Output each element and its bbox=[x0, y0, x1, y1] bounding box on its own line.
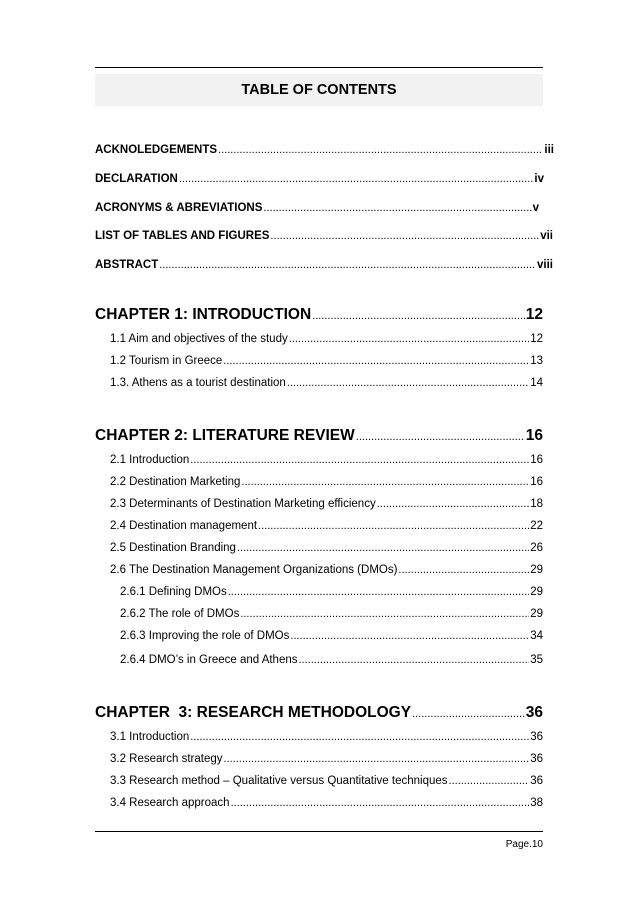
toc-section-label: 2.6.2 The role of DMOs bbox=[120, 608, 240, 620]
toc-section-2-6-2[interactable] bbox=[120, 608, 543, 620]
dot-leader bbox=[398, 564, 529, 576]
title-band bbox=[95, 74, 543, 106]
toc-entry-declaration[interactable] bbox=[95, 173, 544, 185]
toc-section-page: 34 bbox=[530, 630, 543, 642]
toc-section-label: 1.2 Tourism in Greece bbox=[110, 355, 223, 367]
dot-leader bbox=[270, 230, 539, 242]
toc-section-3-2[interactable] bbox=[110, 753, 543, 765]
toc-section-page: 29 bbox=[530, 586, 543, 598]
dot-leader bbox=[412, 708, 525, 720]
toc-chapter-label: CHAPTER 1: INTRODUCTION bbox=[95, 306, 312, 323]
dot-leader bbox=[224, 753, 530, 765]
toc-section-2-6[interactable] bbox=[110, 564, 543, 576]
toc-section-page: 16 bbox=[530, 454, 543, 466]
toc-entry-list-of-tables[interactable] bbox=[95, 230, 553, 242]
dot-leader bbox=[241, 476, 529, 488]
toc-section-label: 2.3 Determinants of Destination Marketing efficiency bbox=[110, 498, 376, 510]
toc-section-page: 36 bbox=[530, 775, 543, 787]
dot-leader bbox=[240, 608, 529, 620]
dot-leader bbox=[228, 586, 529, 598]
toc-entry-label: LIST OF TABLES AND FIGURES bbox=[95, 230, 270, 242]
toc-section-label: 2.6.4 DMO’s in Greece and Athens bbox=[120, 654, 298, 666]
dot-leader bbox=[449, 775, 530, 787]
dot-leader bbox=[237, 542, 529, 554]
toc-chapter-page: 36 bbox=[525, 704, 543, 721]
toc-section-1-2[interactable] bbox=[110, 355, 543, 367]
toc-section-label: 3.3 Research method – Qualitative versus Quantitative techniques bbox=[110, 775, 448, 787]
toc-entry-label: DECLARATION bbox=[95, 173, 178, 185]
dot-leader bbox=[289, 333, 529, 345]
toc-section-2-6-3[interactable] bbox=[120, 630, 543, 642]
toc-section-label: 1.1 Aim and objectives of the study bbox=[110, 333, 288, 345]
dot-leader bbox=[377, 498, 530, 510]
toc-chapter-label: CHAPTER 2: LITERATURE REVIEW bbox=[95, 427, 355, 444]
toc-section-page: 12 bbox=[530, 333, 543, 345]
page-title: TABLE OF CONTENTS bbox=[241, 82, 397, 98]
toc-chapter-1[interactable] bbox=[95, 306, 543, 324]
toc-section-2-6-1[interactable] bbox=[120, 586, 543, 598]
toc-chapter-label: CHAPTER 3: RESEARCH METHODOLOGY bbox=[95, 704, 412, 721]
dot-leader bbox=[287, 377, 529, 389]
dot-leader bbox=[356, 431, 525, 443]
toc-section-3-1[interactable] bbox=[110, 731, 543, 743]
toc-section-2-1[interactable] bbox=[110, 454, 543, 466]
toc-section-label: 2.4 Destination management bbox=[110, 520, 258, 532]
toc-section-2-3[interactable] bbox=[110, 498, 543, 510]
toc-section-label: 2.6.3 Improving the role of DMOs bbox=[120, 630, 290, 642]
toc-section-label: 2.1 Introduction bbox=[110, 454, 190, 466]
toc-chapter-2[interactable] bbox=[95, 427, 543, 445]
toc-entry-acknowledgements[interactable] bbox=[95, 144, 554, 156]
toc-section-page: 29 bbox=[530, 564, 543, 576]
toc-chapter-page: 12 bbox=[525, 306, 543, 323]
page-number: Page.10 bbox=[505, 839, 543, 850]
toc-chapter-3[interactable] bbox=[95, 704, 543, 722]
dot-leader bbox=[218, 144, 543, 156]
toc-section-3-3[interactable] bbox=[110, 775, 543, 787]
toc-section-page: 29 bbox=[530, 608, 543, 620]
toc-entry-label: ACKNOLEDGEMENTS bbox=[95, 144, 218, 156]
toc-section-page: 36 bbox=[530, 753, 543, 765]
toc-chapter-page: 16 bbox=[525, 427, 543, 444]
toc-section-label: 3.1 Introduction bbox=[110, 731, 190, 743]
toc-section-label: 2.2 Destination Marketing bbox=[110, 476, 241, 488]
toc-section-page: 14 bbox=[530, 377, 543, 389]
toc-section-page: 35 bbox=[530, 654, 543, 666]
toc-section-2-6-4[interactable] bbox=[120, 654, 543, 666]
top-rule bbox=[95, 67, 543, 68]
toc-section-label: 3.2 Research strategy bbox=[110, 753, 223, 765]
toc-section-page: 36 bbox=[530, 731, 543, 743]
toc-entry-page: v bbox=[532, 202, 539, 214]
toc-section-label: 3.4 Research approach bbox=[110, 797, 230, 809]
dot-leader bbox=[258, 520, 529, 532]
dot-leader bbox=[312, 310, 525, 322]
toc-section-2-2[interactable] bbox=[110, 476, 543, 488]
toc-section-3-4[interactable] bbox=[110, 797, 543, 809]
toc-entry-abstract[interactable] bbox=[95, 259, 553, 271]
dot-leader bbox=[290, 630, 529, 642]
dot-leader bbox=[263, 202, 531, 214]
toc-section-label: 2.6.1 Defining DMOs bbox=[120, 586, 227, 598]
toc-section-label: 2.6 The Destination Management Organizations (DMOs) bbox=[110, 564, 398, 576]
toc-section-1-3[interactable] bbox=[110, 377, 543, 389]
toc-entry-page: iii bbox=[544, 144, 554, 156]
dot-leader bbox=[159, 259, 536, 271]
dot-leader bbox=[299, 654, 530, 666]
toc-entry-acronyms[interactable] bbox=[95, 202, 539, 214]
toc-section-page: 18 bbox=[530, 498, 543, 510]
toc-section-2-4[interactable] bbox=[110, 520, 543, 532]
dot-leader bbox=[223, 355, 529, 367]
toc-entry-page: vii bbox=[540, 230, 553, 242]
footer-rule bbox=[95, 831, 543, 832]
toc-entry-page: viii bbox=[537, 259, 553, 271]
toc-entry-page: iv bbox=[534, 173, 544, 185]
toc-section-2-5[interactable] bbox=[110, 542, 543, 554]
toc-entry-label: ABSTRACT bbox=[95, 259, 159, 271]
dot-leader bbox=[190, 731, 529, 743]
toc-section-page: 13 bbox=[530, 355, 543, 367]
toc-entry-label: ACRONYMS & ABREVIATIONS bbox=[95, 202, 263, 214]
toc-section-page: 22 bbox=[530, 520, 543, 532]
toc-section-page: 16 bbox=[530, 476, 543, 488]
dot-leader bbox=[231, 797, 530, 809]
toc-section-label: 2.5 Destination Branding bbox=[110, 542, 236, 554]
toc-section-1-1[interactable] bbox=[110, 333, 543, 345]
toc-section-page: 38 bbox=[530, 797, 543, 809]
dot-leader bbox=[179, 173, 534, 185]
toc-section-label: 1.3. Athens as a tourist destination bbox=[110, 377, 286, 389]
dot-leader bbox=[190, 454, 529, 466]
toc-section-page: 26 bbox=[530, 542, 543, 554]
